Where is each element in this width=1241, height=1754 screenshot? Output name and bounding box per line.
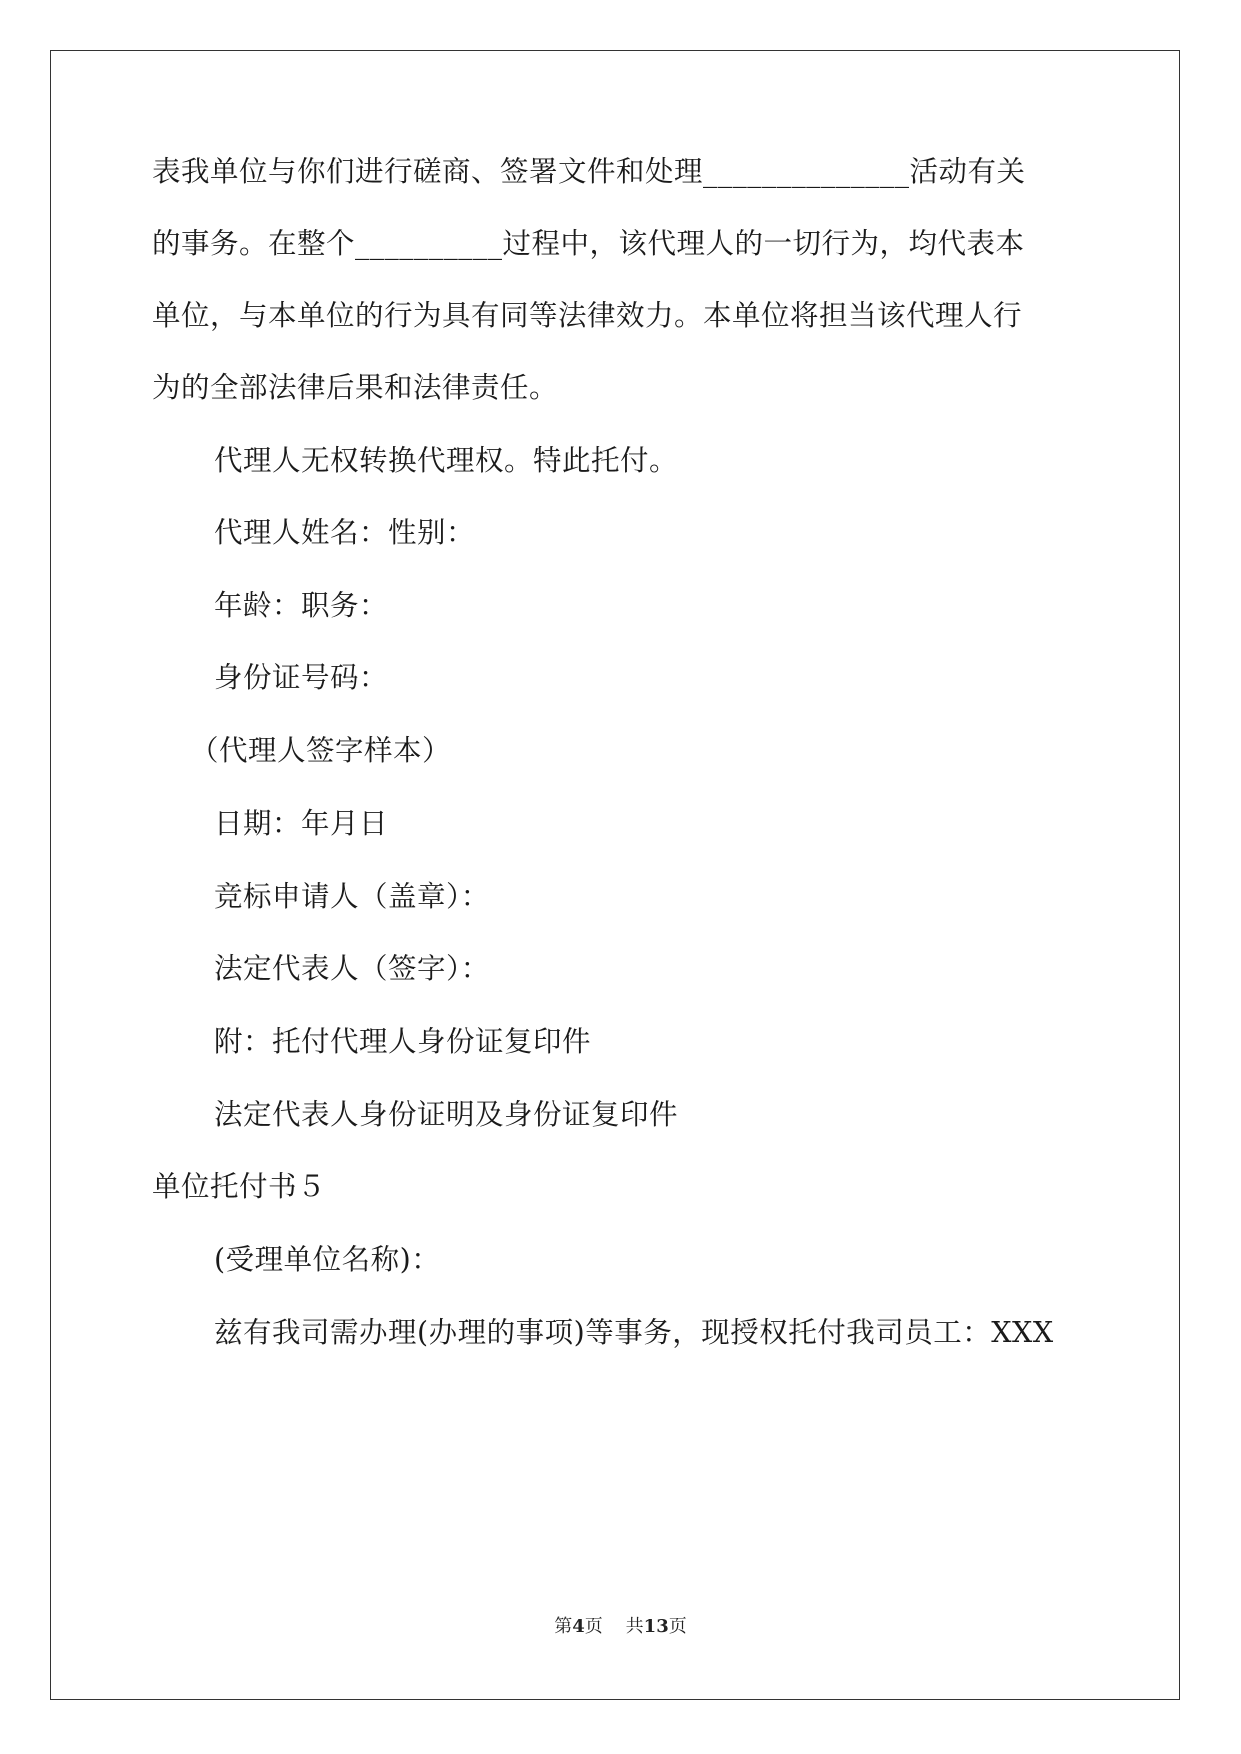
- paragraph-line-1: 表我单位与你们进行磋商、签署文件和处理______________活动有关: [152, 155, 1026, 188]
- agent-name-gender-line: 代理人姓名：性别：: [214, 516, 476, 549]
- date-line: 日期：年月日: [214, 807, 389, 840]
- total-prefix: 共: [625, 1616, 644, 1637]
- bidder-seal-line: 竞标申请人（盖章）：: [214, 880, 490, 913]
- paragraph-line-4: 为的全部法律后果和法律责任。: [152, 371, 559, 404]
- total-suffix: 页: [668, 1616, 687, 1637]
- page-footer: [0, 1612, 1241, 1638]
- page-prefix: 第: [554, 1616, 573, 1637]
- id-number-line: 身份证号码：: [214, 661, 389, 694]
- signature-sample-line: （代理人签字样本）: [190, 734, 452, 767]
- section-heading: 单位托付书５: [152, 1170, 327, 1203]
- page-suffix: 页: [584, 1616, 603, 1637]
- age-position-line: 年龄：职务：: [214, 589, 389, 622]
- paragraph-line-3: 单位，与本单位的行为具有同等法律效力。本单位将担当该代理人行: [152, 299, 1023, 332]
- paragraph-line-2: 的事务。在整个__________过程中，该代理人的一切行为，均代表本: [152, 227, 1025, 260]
- attachment-line-1: 附：托付代理人身份证复印件: [214, 1025, 592, 1058]
- authorization-line: 兹有我司需办理(办理的事项)等事务，现授权托付我司员工：XXX: [214, 1316, 1054, 1349]
- attachment-line-2: 法定代表人身份证明及身份证复印件: [214, 1098, 679, 1131]
- recipient-line: (受理单位名称)：: [214, 1243, 441, 1276]
- page-number: 4: [572, 1616, 585, 1637]
- total-pages: 13: [643, 1616, 669, 1637]
- no-transfer-statement: 代理人无权转换代理权。特此托付。: [214, 444, 679, 477]
- legal-rep-signature-line: 法定代表人（签字）：: [214, 952, 490, 985]
